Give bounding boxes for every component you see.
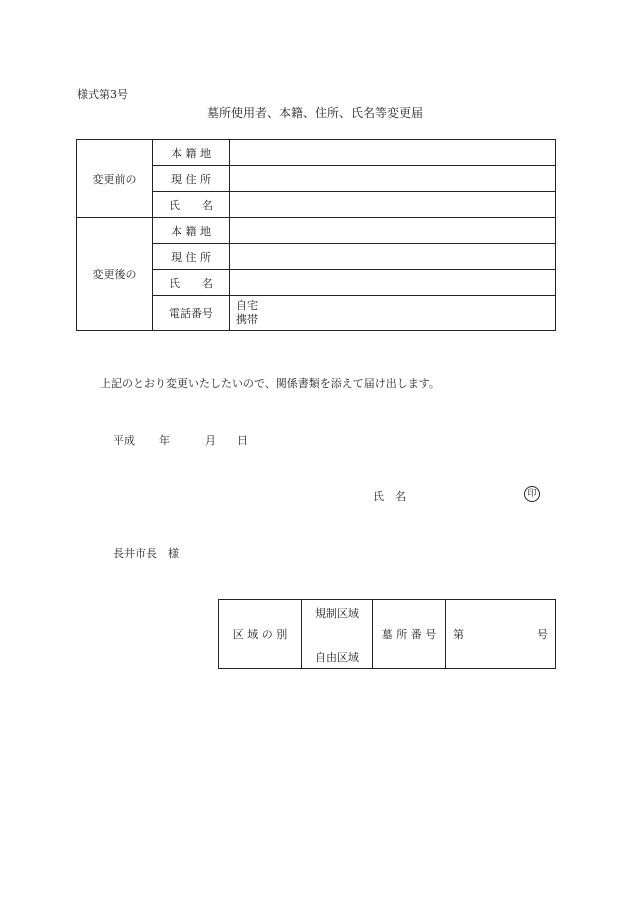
phone-label: 電話番号 — [153, 296, 230, 331]
after-address-value[interactable] — [230, 244, 556, 270]
zone-label: 区 域 の 別 — [219, 600, 302, 669]
after-row-domicile — [77, 218, 556, 244]
after-name-value[interactable] — [230, 270, 556, 296]
after-address-label: 現 住 所 — [153, 244, 230, 270]
phone-value-cell[interactable] — [230, 296, 556, 331]
section-table — [218, 599, 556, 669]
change-details-table — [76, 139, 556, 331]
date-day: 日 — [237, 434, 248, 447]
after-group-label: 変更後の — [77, 218, 153, 331]
before-name-value[interactable] — [230, 192, 556, 218]
plot-number-suffix: 号 — [537, 628, 548, 641]
before-row-domicile — [77, 140, 556, 166]
document-title: 墓所使用者、本籍、住所、氏名等変更届 — [206, 106, 423, 120]
date-line — [113, 432, 248, 448]
before-group-label: 変更前の — [77, 140, 153, 218]
before-name-label: 氏 名 — [153, 192, 230, 218]
statement-text: 上記のとおり変更いたしたいので、関係書類を添えて届け出します。 — [100, 377, 440, 390]
plot-number-prefix: 第 — [453, 628, 464, 641]
date-month: 月 — [205, 434, 216, 447]
before-address-label: 現 住 所 — [153, 166, 230, 192]
after-domicile-label: 本 籍 地 — [153, 218, 230, 244]
addressee: 長井市長 様 — [113, 547, 179, 560]
phone-mobile-label: 携帯 — [236, 313, 258, 326]
date-year: 年 — [159, 434, 170, 447]
zone-regulated-option[interactable]: 規制区域 — [315, 607, 359, 620]
seal-mark: 印 — [524, 486, 540, 502]
before-domicile-label: 本 籍 地 — [153, 140, 230, 166]
plot-number-label: 墓 所 番 号 — [373, 600, 446, 669]
date-era: 平成 — [113, 434, 135, 447]
zone-free-option[interactable]: 自由区域 — [315, 651, 359, 664]
phone-home-label: 自宅 — [236, 299, 258, 312]
after-domicile-value[interactable] — [230, 218, 556, 244]
before-domicile-value[interactable] — [230, 140, 556, 166]
after-name-label: 氏 名 — [153, 270, 230, 296]
signature-name-label: 氏 名 — [373, 490, 406, 503]
form-number: 様式第3号 — [77, 88, 128, 101]
plot-number-field[interactable] — [446, 600, 556, 669]
before-address-value[interactable] — [230, 166, 556, 192]
zone-options-cell[interactable] — [302, 600, 373, 669]
